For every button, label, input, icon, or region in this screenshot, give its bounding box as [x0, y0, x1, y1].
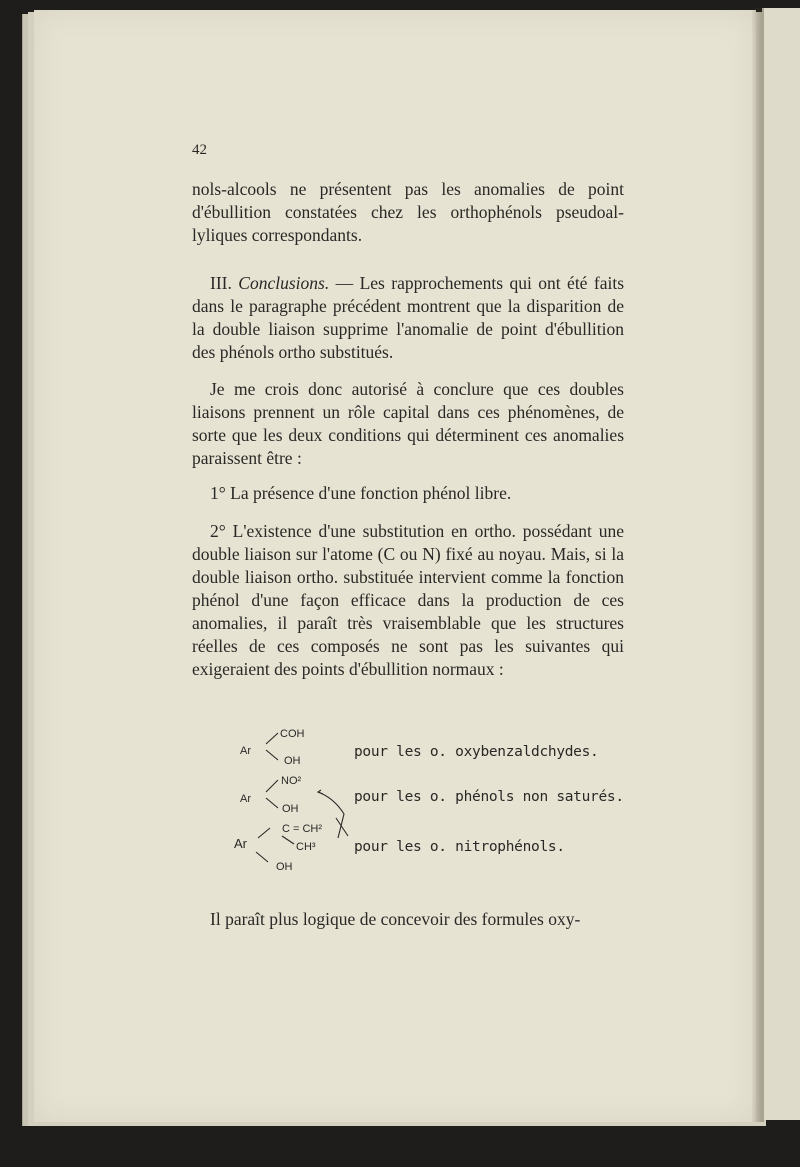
formula-3-top-group: C = CH²	[282, 823, 323, 835]
formula-3-bond-mid	[282, 836, 294, 844]
page-number: 42	[192, 142, 207, 158]
formula-1-ar: Ar	[240, 745, 251, 757]
formula-2-bond-top	[266, 780, 278, 792]
section-title: Conclusions.	[238, 273, 330, 293]
paragraph-last: Il paraît plus logique de concevoir des formules oxy-	[210, 909, 581, 929]
chemical-structures	[226, 720, 356, 880]
section-number: III.	[210, 273, 239, 293]
facing-page-edge	[762, 8, 800, 1120]
formula-3-bond-bottom	[256, 852, 268, 862]
formula-3-ar: Ar	[234, 836, 247, 851]
condition-2: 2° L'existence d'une substitution en ortho. possédant une double liaison sur l'atome (C ou N) fixé au noyau. Mais, si la double liaison ortho. substituée intervient comme la fonction phénol d'une façon efficace dans la production de ces anomalies, il paraît très vraisemblable que les structures réelles de ces composés ne sont pas les suivantes qui exigeraient des points d'ébullition normaux :	[192, 521, 624, 679]
formula-2-top-group: NO²	[281, 775, 302, 787]
formula-3-label: pour les o. nitrophénols.	[354, 839, 565, 855]
formula-2-ar: Ar	[240, 793, 251, 805]
paragraph-2-text: — Les rapprochements qui ont été faits dans le paragraphe précédent montrent que la disparition de la double liaison supprime l'anomalie de point d'ébullition des phénols ortho substitués.	[192, 273, 625, 362]
formula-2-label: pour les o. phénols non saturés.	[354, 789, 624, 805]
formula-2-bond-bottom	[266, 798, 278, 808]
formula-3-mid-group: CH³	[296, 841, 316, 853]
formula-2-bottom-group: OH	[282, 803, 299, 815]
formula-1-label: pour les o. oxybenzaldchydes.	[354, 744, 599, 760]
paragraph-1-text: nols-alcools ne présentent pas les anomalies de point d'ébullition constatées chez les orthophénols pseudoal-lyliques correspondants.	[192, 179, 624, 245]
formula-1-bond-top	[266, 733, 278, 744]
condition-1: 1° La présence d'une fonction phénol libre.	[210, 483, 512, 503]
formula-3-bond-top	[258, 828, 270, 838]
formula-2-arrow-head	[318, 790, 323, 794]
paragraph-1	[192, 178, 624, 247]
paragraph-3: Je me crois donc autorisé à conclure que ces doubles liaisons prennent un rôle capital dans ces phénomènes, de sorte que les deux conditions qui déterminent ces anomalies paraissent être :	[192, 379, 624, 468]
formula-3-bottom-group: OH	[276, 861, 293, 873]
formula-1-bottom-group: OH	[284, 755, 301, 767]
formula-1-bond-bottom	[266, 750, 278, 760]
paragraph-conclusions	[192, 272, 624, 364]
formula-1-top-group: COH	[280, 728, 305, 740]
